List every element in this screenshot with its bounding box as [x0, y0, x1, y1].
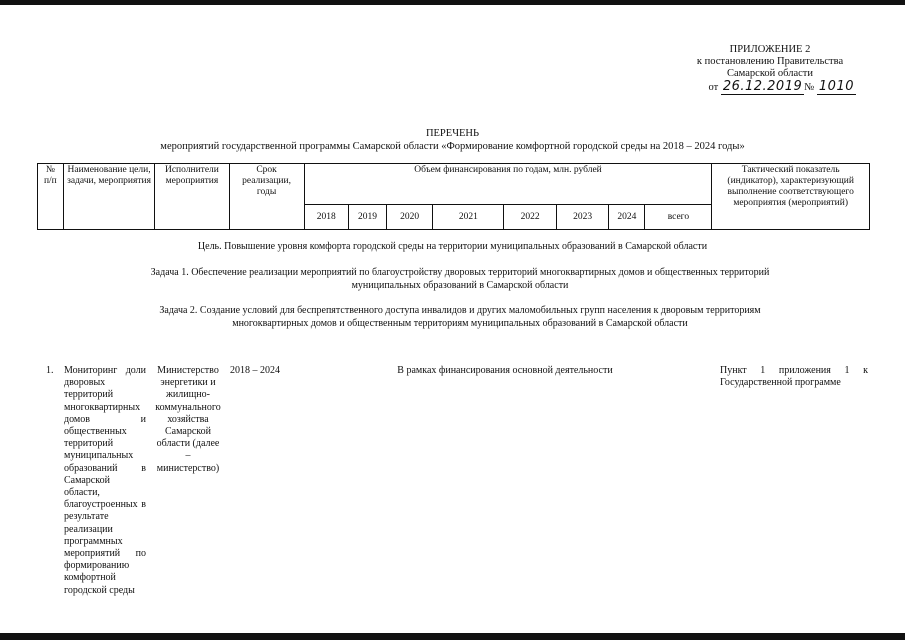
appendix-block — [660, 44, 880, 94]
appendix-date-line — [660, 81, 880, 94]
row-indicator: Пункт 1 приложения 1 к Государственной программе — [720, 365, 868, 389]
date-prefix: от — [708, 82, 719, 93]
header-executors: Исполнители мероприятия — [155, 164, 229, 230]
year-cell: 2019 — [348, 205, 386, 230]
top-border — [0, 0, 905, 5]
task-1-text: Задача 1. Обеспечение реализации мероприятий по благоустройству дворовых территорий многоквартирных домов и общественных территорий муниципальных образований в Самарской области — [150, 267, 770, 291]
year-cell: 2023 — [556, 205, 609, 230]
appendix-line: Самарской области — [727, 68, 813, 79]
handwritten-date: 26.12.2019 — [722, 79, 803, 94]
header-table — [37, 163, 870, 230]
year-cell: 2022 — [504, 205, 557, 230]
header-indicator: Тактический показатель (индикатор), характеризующий выполнение соответствующего мероприятия (мероприятий) — [712, 164, 870, 230]
bottom-border — [0, 633, 905, 640]
year-cell: 2018 — [304, 205, 348, 230]
header-financing: Объем финансирования по годам, млн. рублей — [304, 164, 712, 205]
document-subheading: мероприятий государственной программы Самарской области «Формирование комфортной городской среды на 2018 – 2024 годы» — [160, 141, 745, 152]
header-num: № п/п — [38, 164, 64, 230]
row-financing: В рамках финансирования основной деятельности — [397, 365, 613, 376]
appendix-title: ПРИЛОЖЕНИЕ 2 — [729, 44, 811, 55]
year-cell: 2024 — [609, 205, 645, 230]
year-cell: 2020 — [387, 205, 433, 230]
row-number: 1. — [46, 365, 54, 376]
header-term: Срок реализации, годы — [229, 164, 304, 230]
task-2-text: Задача 2. Создание условий для беспрепятственного доступа инвалидов и других маломобильных групп населения к дворовым территориям многоквартирных домов и общественным территориям муниципальных образований в Самарской области — [159, 305, 761, 329]
header-name: Наименование цели, задачи, мероприятия — [63, 164, 155, 230]
appendix-line: к постановлению Правительства — [696, 56, 844, 67]
document-heading: ПЕРЕЧЕНЬ — [425, 128, 480, 139]
row-term: 2018 – 2024 — [230, 365, 280, 376]
row-executors: Министерство энергетики и жилищно-коммунального хозяйства Самарской области (далее – министерство) — [155, 365, 221, 474]
row-activity-name: Мониторинг доли дворовых территорий многоквартирных домов и общественных территорий муниципальных образований в Самарской области, благоустроенных в результате реализации программных мероприятий по формированию комфортной городской среды — [64, 365, 146, 596]
goal-text: Цель. Повышение уровня комфорта городской среды на территории муниципальных образований в Самарской области — [197, 241, 708, 252]
year-cell: 2021 — [433, 205, 504, 230]
handwritten-number: 1010 — [818, 79, 854, 94]
year-total-cell: всего — [645, 205, 712, 230]
number-prefix: № — [804, 82, 815, 93]
